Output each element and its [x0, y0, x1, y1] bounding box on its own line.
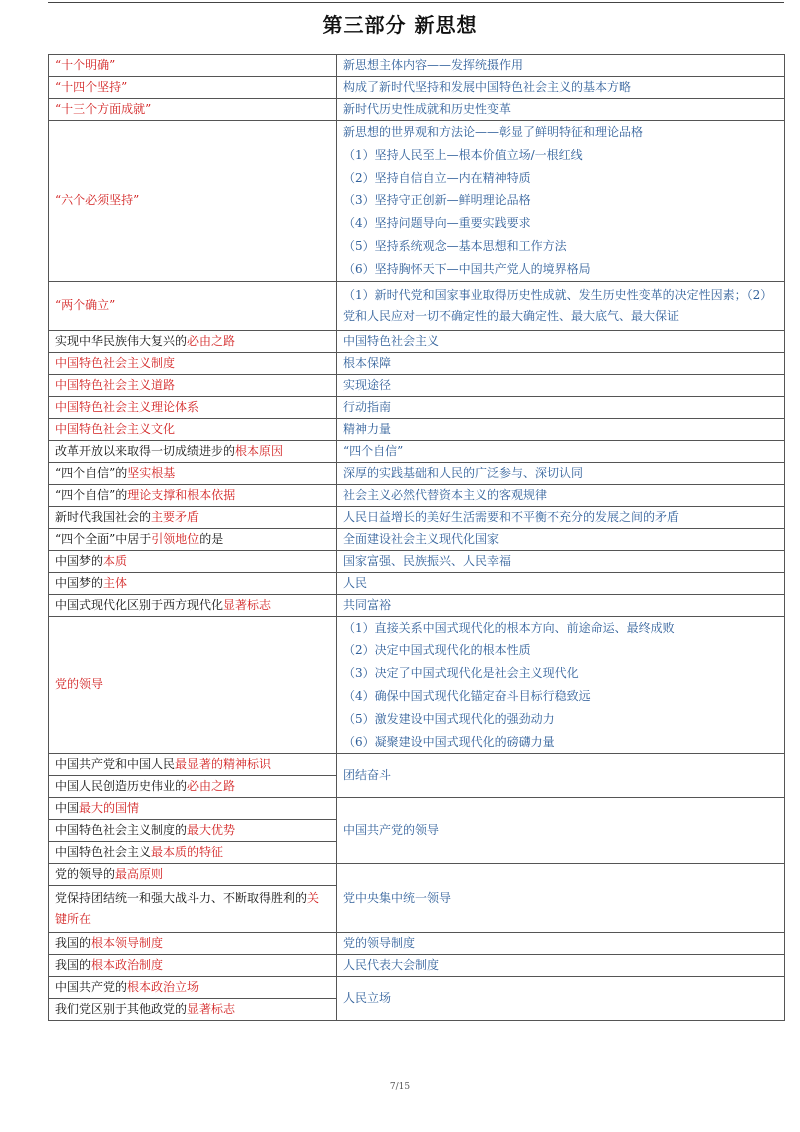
page-title: 第三部分 新思想: [322, 13, 478, 37]
table-row: [49, 977, 785, 999]
top-rule: [48, 2, 784, 3]
label-text: 中国特色社会主义: [55, 845, 152, 860]
table-row: [49, 352, 785, 374]
highlight-text: 最显著的精神标识: [175, 757, 272, 772]
label-text: “四个全面”中居于: [55, 531, 152, 546]
term-cell: [49, 886, 337, 933]
definition-cell: 党中央集中统一领导: [337, 864, 785, 933]
definition-cell: [337, 616, 785, 754]
definition-cell: 社会主义必然代替资本主义的客观规律: [337, 484, 785, 506]
highlight-text: 中国特色社会主义文化: [55, 421, 176, 436]
highlight-text: 主要矛盾: [151, 509, 200, 524]
label-text: 我国的: [55, 936, 92, 951]
label-text: 中国: [55, 801, 80, 816]
label-text: 的是: [199, 531, 224, 546]
term-cell: [49, 842, 337, 864]
table-row: [49, 484, 785, 506]
label-text: 党的领导的: [55, 867, 116, 882]
definition-cell: 实现途径: [337, 374, 785, 396]
term-cell: [49, 933, 337, 955]
definition-cell: 新时代历史性成就和历史性变革: [337, 99, 785, 121]
table-row: [49, 798, 785, 820]
label-text: “四个自信”的: [55, 465, 128, 480]
definition-cell: 新思想主体内容——发挥统摄作用: [337, 55, 785, 77]
highlight-text: 最大优势: [187, 823, 236, 838]
table-row: [49, 754, 785, 776]
highlight-text: 理论支撑和根本依据: [127, 487, 236, 502]
definition-cell: [337, 121, 785, 282]
term-cell: [49, 820, 337, 842]
highlight-text: 本质: [103, 553, 128, 568]
label-text: 中国特色社会主义制度的: [55, 823, 188, 838]
term-cell: [49, 330, 337, 352]
highlight-text: “十三个方面成就”: [55, 102, 152, 116]
label-text: 中国人民创造历史伟业的: [55, 779, 188, 794]
highlight-text: 根本领导制度: [91, 936, 164, 951]
highlight-text: “两个确立”: [55, 298, 116, 313]
term-cell: [49, 418, 337, 440]
highlight-text: 根本政治立场: [127, 980, 200, 995]
term-cell: [49, 462, 337, 484]
label-text: 实现中华民族伟大复兴的: [55, 333, 188, 348]
table-row: [49, 99, 785, 121]
label-text: 中国式现代化区别于西方现代化: [55, 597, 224, 612]
highlight-text: 必由之路: [187, 333, 236, 348]
highlight-text: “十个明确”: [55, 58, 116, 72]
table-row: [49, 955, 785, 977]
term-cell: [49, 281, 337, 330]
term-cell: [49, 528, 337, 550]
table-row: [49, 396, 785, 418]
definition-cell: 全面建设社会主义现代化国家: [337, 528, 785, 550]
definition-line: （1）坚持人民至上—根本价值立场/一根红线: [343, 147, 583, 162]
highlight-text: 最高原则: [115, 867, 164, 882]
definition-cell: 人民代表大会制度: [337, 955, 785, 977]
definition-cell: 深厚的实践基础和人民的广泛参与、深切认同: [337, 462, 785, 484]
table-row: [49, 616, 785, 754]
definition-line: （3）决定了中国式现代化是社会主义现代化: [343, 666, 579, 681]
definition-line: （6）凝聚建设中国式现代化的磅礴力量: [343, 734, 555, 749]
term-cell: [49, 754, 337, 776]
definition-cell: 党的领导制度: [337, 933, 785, 955]
label-text: 新时代我国社会的: [55, 509, 152, 524]
table-row: [49, 440, 785, 462]
definition-cell: 构成了新时代坚持和发展中国特色社会主义的基本方略: [337, 77, 785, 99]
term-cell: [49, 594, 337, 616]
highlight-text: 中国特色社会主义理论体系: [55, 399, 200, 414]
table-row: [49, 462, 785, 484]
term-cell: [49, 99, 337, 121]
highlight-text: 党的领导: [55, 677, 104, 692]
table-row: [49, 77, 785, 99]
highlight-text: 中国特色社会主义道路: [55, 377, 176, 392]
definition-line: （6）坚持胸怀天下—中国共产党人的境界格局: [343, 261, 591, 276]
definition-cell: 中国特色社会主义: [337, 330, 785, 352]
table-row: [49, 550, 785, 572]
table-row: [49, 864, 785, 886]
definition-line: （2）决定中国式现代化的根本性质: [343, 643, 531, 658]
highlight-text: “十四个坚持”: [55, 80, 128, 94]
highlight-text: 中国特色社会主义制度: [55, 355, 176, 370]
label-text: 中国梦的: [55, 553, 104, 568]
term-cell: [49, 352, 337, 374]
highlight-text: 必由之路: [187, 779, 236, 794]
definition-cell: 国家富强、民族振兴、人民幸福: [337, 550, 785, 572]
term-cell: [49, 616, 337, 754]
highlight-text: 显著标志: [187, 1002, 236, 1017]
definition-cell: 根本保障: [337, 352, 785, 374]
definition-cell: 团结奋斗: [337, 754, 785, 798]
term-cell: [49, 864, 337, 886]
definition-cell: “四个自信”: [337, 440, 785, 462]
definition-cell: 精神力量: [337, 418, 785, 440]
table-row: [49, 55, 785, 77]
label-text: 中国梦的: [55, 575, 104, 590]
label-text: “四个自信”的: [55, 487, 128, 502]
highlight-text: 最本质的特征: [151, 845, 224, 860]
definition-line: 新思想的世界观和方法论——彰显了鲜明特征和理论品格: [343, 125, 644, 139]
table-row: [49, 506, 785, 528]
definition-cell: 行动指南: [337, 396, 785, 418]
definition-line: （3）坚持守正创新—鲜明理论品格: [343, 193, 531, 208]
table-row: [49, 418, 785, 440]
term-cell: [49, 776, 337, 798]
table-row: [49, 572, 785, 594]
term-cell: [49, 955, 337, 977]
definition-cell: 人民立场: [337, 977, 785, 1021]
definition-line: （5）激发建设中国式现代化的强劲动力: [343, 711, 555, 726]
definition-line: （2）坚持自信自立—内在精神特质: [343, 170, 531, 185]
label-text: 我们党区别于其他政党的: [55, 1002, 188, 1017]
term-cell: [49, 798, 337, 820]
term-cell: [49, 55, 337, 77]
highlight-text: 坚实根基: [127, 465, 176, 480]
table-row: [49, 121, 785, 282]
highlight-text: 根本原因: [235, 443, 284, 458]
label-text: 改革开放以来取得一切成绩进步的: [55, 443, 236, 458]
table-row: [49, 594, 785, 616]
highlight-text: 关键所在: [55, 891, 320, 927]
label-text: 我国的: [55, 958, 92, 973]
content-table: [48, 54, 785, 1021]
term-cell: [49, 550, 337, 572]
definition-line: （5）坚持系统观念—基本思想和工作方法: [343, 238, 567, 253]
term-cell: [49, 396, 337, 418]
table-row: [49, 374, 785, 396]
definition-cell: 共同富裕: [337, 594, 785, 616]
definition-cell: 中国共产党的领导: [337, 798, 785, 864]
label-text: 中国共产党和中国人民: [55, 757, 176, 772]
term-cell: [49, 77, 337, 99]
definition-cell: 人民: [337, 572, 785, 594]
highlight-text: 引领地位: [151, 531, 200, 546]
table-row: [49, 281, 785, 330]
definition-cell: 人民日益增长的美好生活需要和不平衡不充分的发展之间的矛盾: [337, 506, 785, 528]
term-cell: [49, 999, 337, 1021]
definition-line: （4）确保中国式现代化锚定奋斗目标行稳致远: [343, 688, 591, 703]
label-text: 中国共产党的: [55, 980, 128, 995]
page-number: 7/15: [389, 1082, 411, 1092]
term-cell: [49, 977, 337, 999]
definition-line: （4）坚持问题导向—重要实践要求: [343, 216, 531, 231]
highlight-text: 根本政治制度: [91, 958, 164, 973]
term-cell: [49, 572, 337, 594]
highlight-text: “六个必须坚持”: [55, 193, 140, 208]
term-cell: [49, 484, 337, 506]
table-row: [49, 528, 785, 550]
term-cell: [49, 121, 337, 282]
term-cell: [49, 440, 337, 462]
highlight-text: 主体: [103, 575, 128, 590]
table-row: [49, 933, 785, 955]
highlight-text: 显著标志: [223, 597, 272, 612]
definition-line: （1）直接关系中国式现代化的根本方向、前途命运、最终成败: [343, 620, 675, 635]
term-cell: [49, 374, 337, 396]
label-text: 党保持团结统一和强大战斗力、不断取得胜利的: [55, 891, 308, 906]
table-row: [49, 330, 785, 352]
definition-cell: （1）新时代党和国家事业取得历史性成就、发生历史性变革的决定性因素；（2）党和人民应对一切不确定性的最大确定性、最大底气、最大保证: [337, 281, 785, 330]
highlight-text: 最大的国情: [79, 801, 140, 816]
term-cell: [49, 506, 337, 528]
